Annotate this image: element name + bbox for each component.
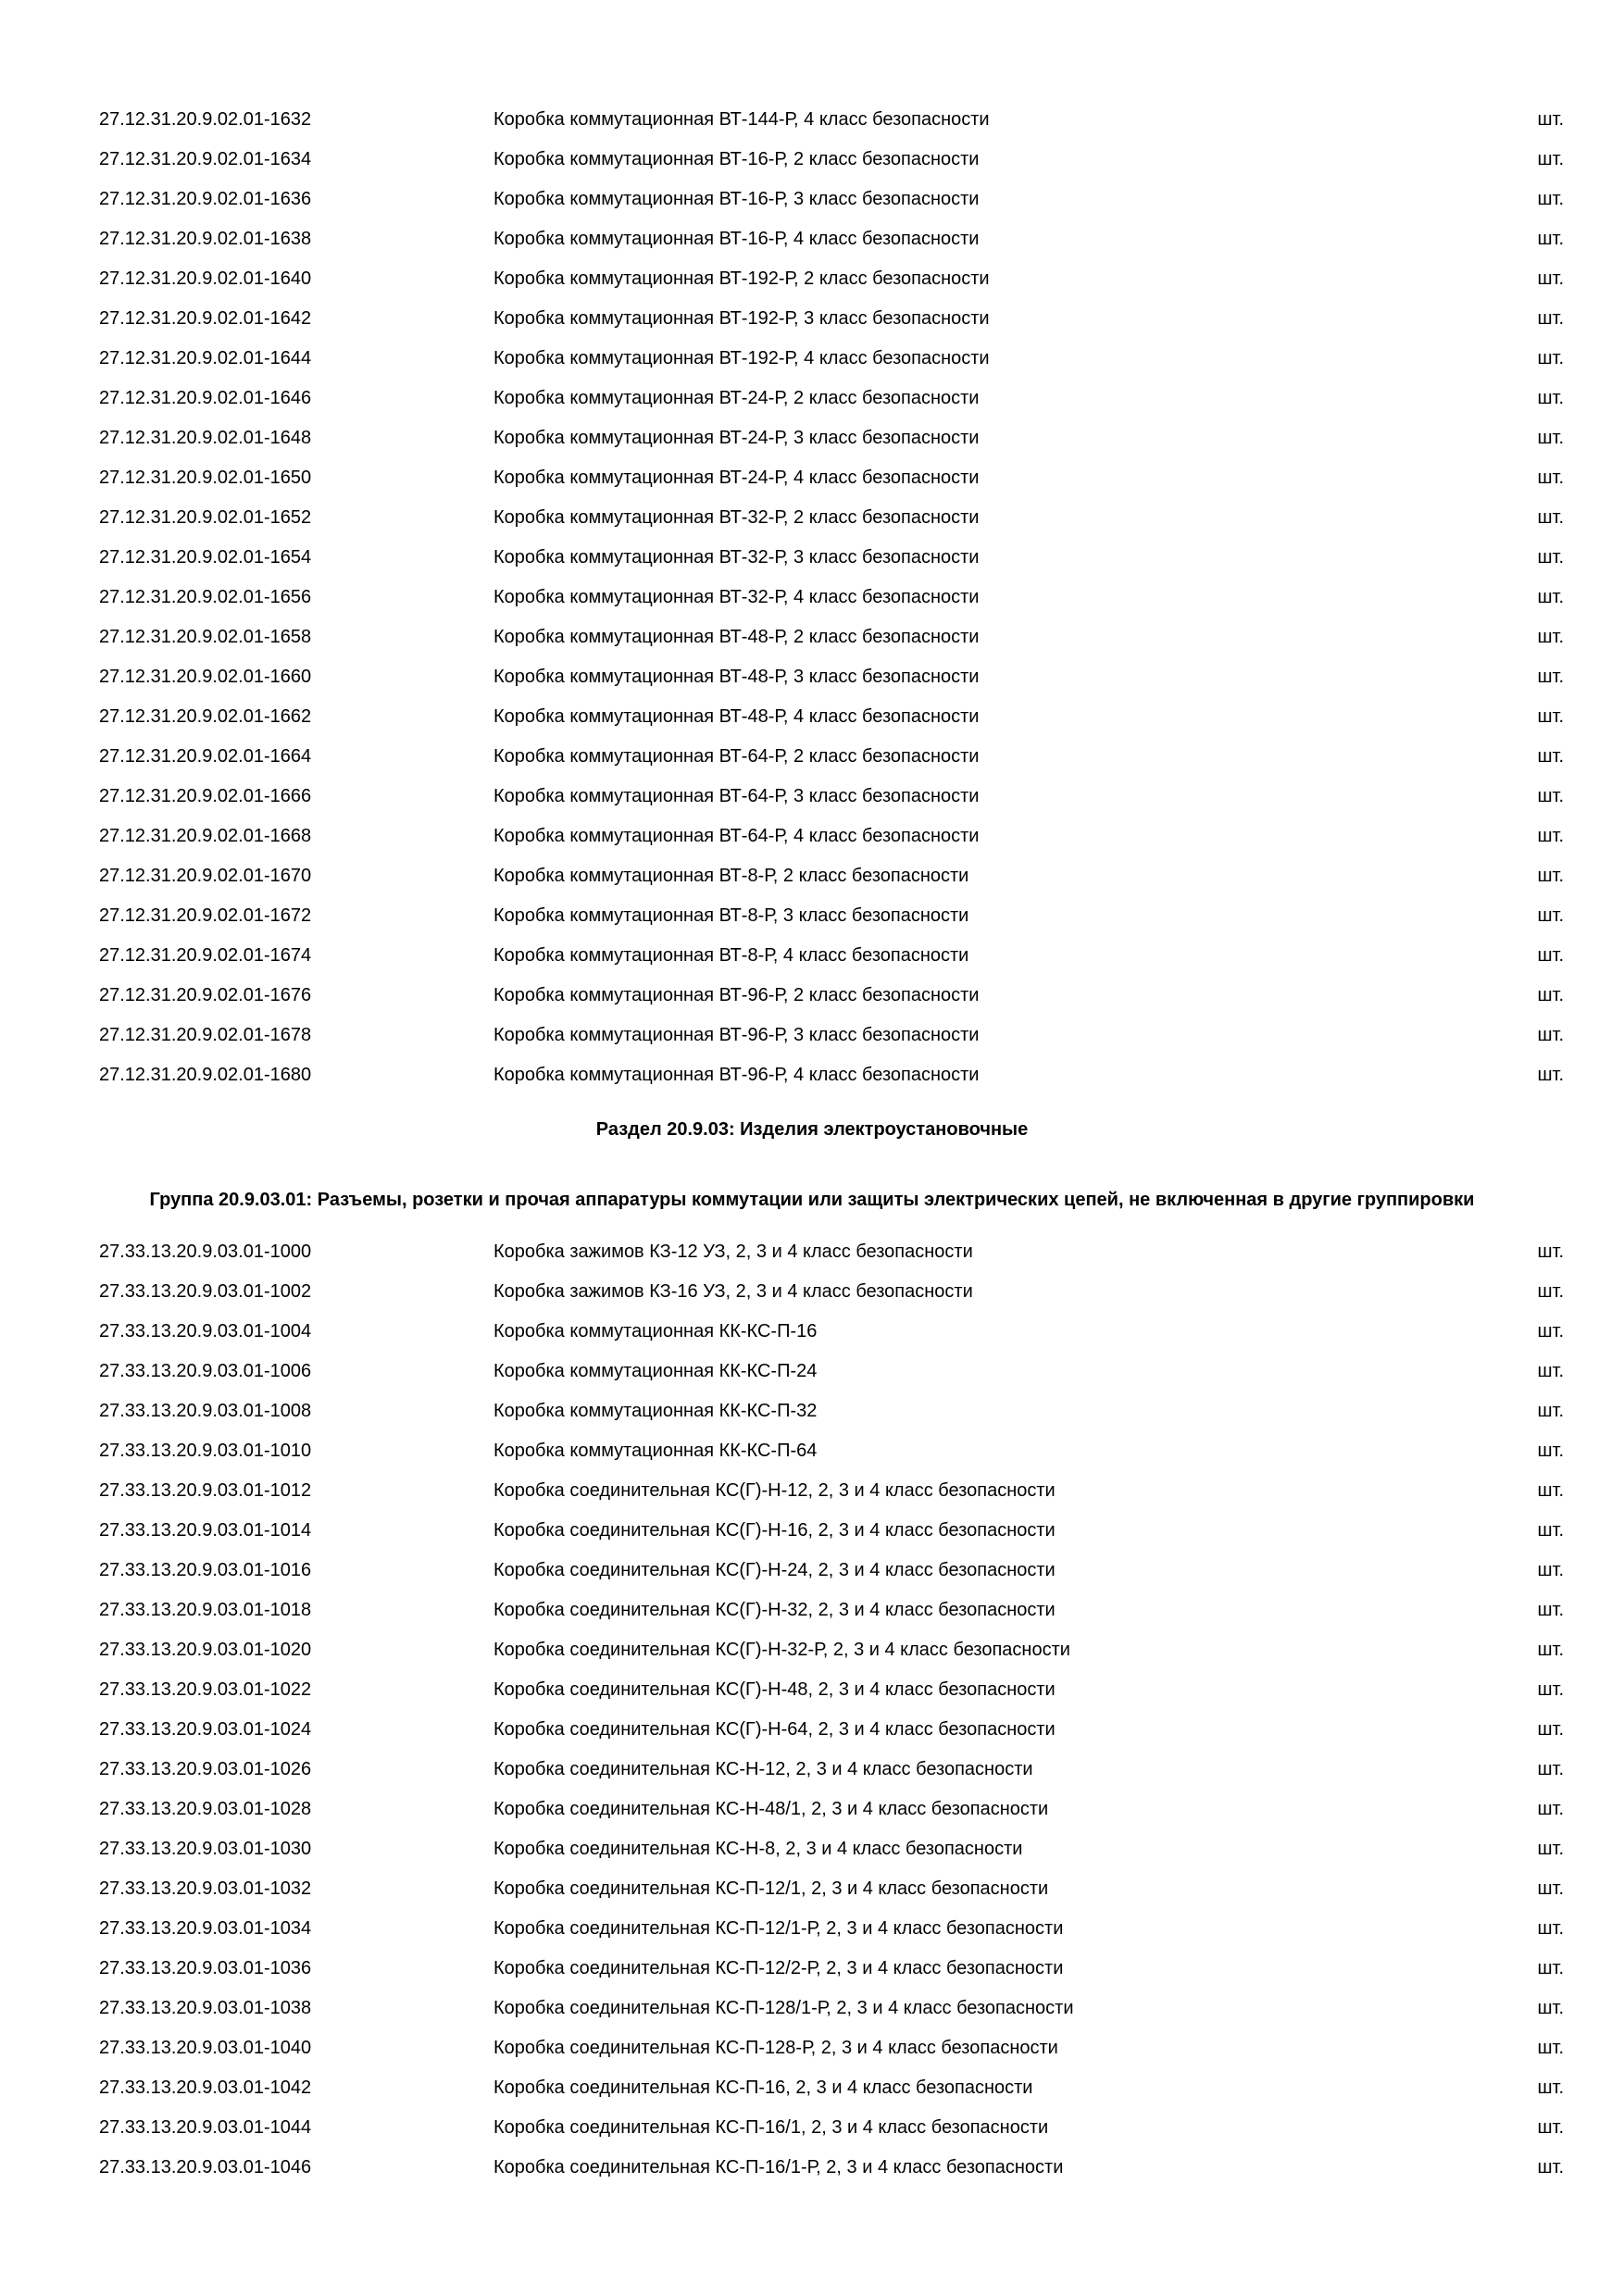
- resource-description: Коробка соединительная КС-Н-8, 2, 3 и 4 класс безопасности: [493, 1839, 1023, 1859]
- unit-of-measure: шт.: [1537, 1759, 1564, 1779]
- resource-code: 27.33.13.20.9.03.01-1018: [99, 1600, 312, 1620]
- table-row: [0, 1869, 1624, 1909]
- unit-of-measure: шт.: [1537, 1480, 1564, 1501]
- resource-code: 27.12.31.20.9.02.01-1662: [99, 706, 312, 727]
- unit-of-measure: шт.: [1537, 1401, 1564, 1421]
- resource-code: 27.33.13.20.9.03.01-1010: [99, 1441, 312, 1461]
- table-row: [0, 339, 1624, 379]
- resource-description: Коробка коммутационная КК-КС-П-32: [493, 1401, 818, 1421]
- unit-of-measure: шт.: [1537, 866, 1564, 886]
- unit-of-measure: шт.: [1537, 1918, 1564, 1939]
- resource-code: 27.33.13.20.9.03.01-1008: [99, 1401, 312, 1421]
- resource-description: Коробка коммутационная ВТ-32-Р, 2 класс безопасности: [493, 507, 980, 528]
- unit-of-measure: шт.: [1537, 109, 1564, 130]
- price-table-section-20-9-02: [0, 100, 1624, 1095]
- section-title: Раздел 20.9.03: Изделия электроустановочные: [595, 1119, 1029, 1140]
- resource-code: 27.33.13.20.9.03.01-1022: [99, 1679, 312, 1700]
- unit-of-measure: шт.: [1537, 2117, 1564, 2138]
- resource-code: 27.33.13.20.9.03.01-1000: [99, 1242, 312, 1262]
- resource-description: Коробка зажимов КЗ-12 УЗ, 2, 3 и 4 класс безопасности: [493, 1242, 973, 1262]
- unit-of-measure: шт.: [1537, 149, 1564, 169]
- resource-description: Коробка коммутационная ВТ-24-Р, 4 класс безопасности: [493, 468, 980, 488]
- unit-of-measure: шт.: [1537, 1361, 1564, 1381]
- table-row: [0, 976, 1624, 1016]
- unit-of-measure: шт.: [1537, 945, 1564, 966]
- resource-description: Коробка коммутационная ВТ-96-Р, 2 класс безопасности: [493, 985, 980, 1005]
- resource-description: Коробка коммутационная ВТ-16-Р, 2 класс безопасности: [493, 149, 980, 169]
- table-row: [0, 1055, 1624, 1095]
- price-table-group-20-9-03-01: [0, 1232, 1624, 2188]
- resource-description: Коробка соединительная КС-П-16, 2, 3 и 4 класс безопасности: [493, 2078, 1033, 2098]
- unit-of-measure: шт.: [1537, 308, 1564, 329]
- resource-description: Коробка коммутационная ВТ-32-Р, 3 класс безопасности: [493, 547, 980, 568]
- resource-code: 27.33.13.20.9.03.01-1014: [99, 1520, 312, 1541]
- resource-description: Коробка соединительная КС-П-128/1-Р, 2, 3 и 4 класс безопасности: [493, 1998, 1074, 2018]
- resource-description: Коробка соединительная КС-П-128-Р, 2, 3 и 4 класс безопасности: [493, 2038, 1058, 2058]
- unit-of-measure: шт.: [1537, 388, 1564, 408]
- resource-code: 27.33.13.20.9.03.01-1028: [99, 1799, 312, 1819]
- resource-description: Коробка коммутационная ВТ-48-Р, 3 класс безопасности: [493, 667, 980, 687]
- resource-description: Коробка соединительная КС(Г)-Н-64, 2, 3 и 4 класс безопасности: [493, 1719, 1056, 1740]
- resource-description: Коробка коммутационная ВТ-192-Р, 3 класс безопасности: [493, 308, 990, 329]
- resource-description: Коробка коммутационная ВТ-16-Р, 3 класс безопасности: [493, 189, 980, 209]
- resource-description: Коробка коммутационная ВТ-192-Р, 2 класс безопасности: [493, 268, 990, 289]
- resource-description: Коробка коммутационная ВТ-8-Р, 2 класс безопасности: [493, 866, 969, 886]
- resource-code: 27.12.31.20.9.02.01-1678: [99, 1025, 312, 1045]
- table-row: [0, 1989, 1624, 2028]
- table-row: [0, 618, 1624, 657]
- unit-of-measure: шт.: [1537, 587, 1564, 607]
- resource-description: Коробка зажимов КЗ-16 УЗ, 2, 3 и 4 класс безопасности: [493, 1281, 973, 1302]
- table-row: [0, 2068, 1624, 2108]
- resource-description: Коробка соединительная КС(Г)-Н-24, 2, 3 и 4 класс безопасности: [493, 1560, 1056, 1580]
- resource-code: 27.12.31.20.9.02.01-1638: [99, 229, 312, 249]
- resource-code: 27.33.13.20.9.03.01-1034: [99, 1918, 312, 1939]
- table-row: [0, 458, 1624, 498]
- unit-of-measure: шт.: [1537, 1600, 1564, 1620]
- table-row: [0, 259, 1624, 299]
- resource-code: 27.33.13.20.9.03.01-1012: [99, 1480, 312, 1501]
- resource-code: 27.33.13.20.9.03.01-1040: [99, 2038, 312, 2058]
- resource-description: Коробка коммутационная ВТ-24-Р, 2 класс безопасности: [493, 388, 980, 408]
- table-row: [0, 1670, 1624, 1710]
- resource-description: Коробка коммутационная ВТ-64-Р, 2 класс безопасности: [493, 746, 980, 767]
- resource-code: 27.12.31.20.9.02.01-1674: [99, 945, 312, 966]
- resource-description: Коробка соединительная КС(Г)-Н-32, 2, 3 и 4 класс безопасности: [493, 1600, 1056, 1620]
- table-row: [0, 1312, 1624, 1352]
- table-row: [0, 299, 1624, 339]
- resource-code: 27.12.31.20.9.02.01-1636: [99, 189, 312, 209]
- table-row: [0, 1551, 1624, 1591]
- resource-description: Коробка коммутационная КК-КС-П-64: [493, 1441, 818, 1461]
- unit-of-measure: шт.: [1537, 1998, 1564, 2018]
- resource-code: 27.12.31.20.9.02.01-1654: [99, 547, 312, 568]
- unit-of-measure: шт.: [1537, 786, 1564, 806]
- table-row: [0, 1790, 1624, 1829]
- unit-of-measure: шт.: [1537, 1839, 1564, 1859]
- unit-of-measure: шт.: [1537, 627, 1564, 647]
- resource-code: 27.33.13.20.9.03.01-1044: [99, 2117, 312, 2138]
- table-row: [0, 1511, 1624, 1551]
- unit-of-measure: шт.: [1537, 667, 1564, 687]
- unit-of-measure: шт.: [1537, 2038, 1564, 2058]
- resource-description: Коробка коммутационная ВТ-8-Р, 3 класс безопасности: [493, 905, 969, 926]
- resource-description: Коробка коммутационная ВТ-48-Р, 4 класс безопасности: [493, 706, 980, 727]
- resource-code: 27.12.31.20.9.02.01-1664: [99, 746, 312, 767]
- table-row: [0, 1909, 1624, 1949]
- resource-code: 27.33.13.20.9.03.01-1004: [99, 1321, 312, 1341]
- resource-description: Коробка соединительная КС-П-12/1-Р, 2, 3 и 4 класс безопасности: [493, 1918, 1064, 1939]
- table-row: [0, 777, 1624, 817]
- table-row: [0, 1949, 1624, 1989]
- unit-of-measure: шт.: [1537, 268, 1564, 289]
- unit-of-measure: шт.: [1537, 826, 1564, 846]
- resource-code: 27.12.31.20.9.02.01-1646: [99, 388, 312, 408]
- table-row: [0, 1272, 1624, 1312]
- resource-code: 27.12.31.20.9.02.01-1680: [99, 1065, 312, 1085]
- table-row: [0, 1591, 1624, 1630]
- unit-of-measure: шт.: [1537, 348, 1564, 368]
- unit-of-measure: шт.: [1537, 1679, 1564, 1700]
- unit-of-measure: шт.: [1537, 1560, 1564, 1580]
- table-row: [0, 180, 1624, 219]
- table-row: [0, 856, 1624, 896]
- table-row: [0, 1431, 1624, 1471]
- resource-code: 27.33.13.20.9.03.01-1036: [99, 1958, 312, 1978]
- resource-description: Коробка коммутационная КК-КС-П-16: [493, 1321, 818, 1341]
- resource-description: Коробка коммутационная ВТ-144-Р, 4 класс безопасности: [493, 109, 990, 130]
- resource-description: Коробка коммутационная ВТ-16-Р, 4 класс безопасности: [493, 229, 980, 249]
- resource-code: 27.33.13.20.9.03.01-1030: [99, 1839, 312, 1859]
- table-row: [0, 140, 1624, 180]
- table-row: [0, 657, 1624, 697]
- resource-description: Коробка соединительная КС(Г)-Н-12, 2, 3 и 4 класс безопасности: [493, 1480, 1056, 1501]
- resource-code: 27.12.31.20.9.02.01-1632: [99, 109, 312, 130]
- resource-code: 27.12.31.20.9.02.01-1670: [99, 866, 312, 886]
- table-row: [0, 418, 1624, 458]
- table-row: [0, 936, 1624, 976]
- table-row: [0, 1391, 1624, 1431]
- resource-code: 27.12.31.20.9.02.01-1642: [99, 308, 312, 329]
- resource-code: 27.33.13.20.9.03.01-1038: [99, 1998, 312, 2018]
- unit-of-measure: шт.: [1537, 428, 1564, 448]
- resource-code: 27.33.13.20.9.03.01-1002: [99, 1281, 312, 1302]
- table-row: [0, 817, 1624, 856]
- unit-of-measure: шт.: [1537, 1799, 1564, 1819]
- unit-of-measure: шт.: [1537, 1025, 1564, 1045]
- resource-description: Коробка коммутационная ВТ-32-Р, 4 класс безопасности: [493, 587, 980, 607]
- resource-description: Коробка коммутационная ВТ-8-Р, 4 класс безопасности: [493, 945, 969, 966]
- table-row: [0, 379, 1624, 418]
- unit-of-measure: шт.: [1537, 1719, 1564, 1740]
- resource-code: 27.12.31.20.9.02.01-1656: [99, 587, 312, 607]
- resource-code: 27.33.13.20.9.03.01-1042: [99, 2078, 312, 2098]
- resource-description: Коробка соединительная КС(Г)-Н-32-Р, 2, 3 и 4 класс безопасности: [493, 1640, 1070, 1660]
- resource-description: Коробка соединительная КС-Н-12, 2, 3 и 4 класс безопасности: [493, 1759, 1033, 1779]
- table-row: [0, 896, 1624, 936]
- resource-code: 27.12.31.20.9.02.01-1658: [99, 627, 312, 647]
- unit-of-measure: шт.: [1537, 985, 1564, 1005]
- resource-description: Коробка коммутационная КК-КС-П-24: [493, 1361, 818, 1381]
- unit-of-measure: шт.: [1537, 1321, 1564, 1341]
- resource-code: 27.12.31.20.9.02.01-1668: [99, 826, 312, 846]
- unit-of-measure: шт.: [1537, 706, 1564, 727]
- unit-of-measure: шт.: [1537, 1065, 1564, 1085]
- table-row: [0, 219, 1624, 259]
- unit-of-measure: шт.: [1537, 905, 1564, 926]
- resource-description: Коробка соединительная КС-П-16/1, 2, 3 и 4 класс безопасности: [493, 2117, 1049, 2138]
- table-row: [0, 1710, 1624, 1750]
- resource-code: 27.12.31.20.9.02.01-1660: [99, 667, 312, 687]
- resource-code: 27.33.13.20.9.03.01-1016: [99, 1560, 312, 1580]
- resource-description: Коробка соединительная КС-П-12/1, 2, 3 и 4 класс безопасности: [493, 1878, 1049, 1899]
- unit-of-measure: шт.: [1537, 1520, 1564, 1541]
- resource-code: 27.12.31.20.9.02.01-1666: [99, 786, 312, 806]
- table-row: [0, 2148, 1624, 2188]
- unit-of-measure: шт.: [1537, 468, 1564, 488]
- table-row: [0, 1630, 1624, 1670]
- table-row: [0, 2108, 1624, 2148]
- unit-of-measure: шт.: [1537, 507, 1564, 528]
- resource-code: 27.12.31.20.9.02.01-1672: [99, 905, 312, 926]
- table-row: [0, 1016, 1624, 1055]
- table-row: [0, 498, 1624, 538]
- unit-of-measure: шт.: [1537, 1281, 1564, 1302]
- resource-description: Коробка соединительная КС(Г)-Н-48, 2, 3 и 4 класс безопасности: [493, 1679, 1056, 1700]
- table-row: [0, 697, 1624, 737]
- resource-code: 27.33.13.20.9.03.01-1020: [99, 1640, 312, 1660]
- table-row: [0, 2028, 1624, 2068]
- unit-of-measure: шт.: [1537, 1958, 1564, 1978]
- resource-description: Коробка коммутационная ВТ-96-Р, 3 класс безопасности: [493, 1025, 980, 1045]
- resource-code: 27.12.31.20.9.02.01-1644: [99, 348, 312, 368]
- unit-of-measure: шт.: [1537, 746, 1564, 767]
- resource-code: 27.12.31.20.9.02.01-1648: [99, 428, 312, 448]
- resource-description: Коробка коммутационная ВТ-64-Р, 4 класс безопасности: [493, 826, 980, 846]
- group-title: Группа 20.9.03.01: Разъемы, розетки и прочая аппаратуры коммутации или защиты электрических цепей, не включенная в другие группировки: [149, 1190, 1475, 1210]
- resource-description: Коробка коммутационная ВТ-24-Р, 3 класс безопасности: [493, 428, 980, 448]
- resource-description: Коробка соединительная КС-П-12/2-Р, 2, 3 и 4 класс безопасности: [493, 1958, 1064, 1978]
- resource-code: 27.33.13.20.9.03.01-1046: [99, 2157, 312, 2177]
- resource-description: Коробка соединительная КС-Н-48/1, 2, 3 и 4 класс безопасности: [493, 1799, 1049, 1819]
- resource-code: 27.12.31.20.9.02.01-1652: [99, 507, 312, 528]
- resource-description: Коробка коммутационная ВТ-192-Р, 4 класс безопасности: [493, 348, 990, 368]
- unit-of-measure: шт.: [1537, 1878, 1564, 1899]
- resource-code: 27.12.31.20.9.02.01-1634: [99, 149, 312, 169]
- table-row: [0, 1471, 1624, 1511]
- table-row: [0, 100, 1624, 140]
- unit-of-measure: шт.: [1537, 229, 1564, 249]
- resource-description: Коробка коммутационная ВТ-64-Р, 3 класс безопасности: [493, 786, 980, 806]
- table-row: [0, 578, 1624, 618]
- resource-code: 27.12.31.20.9.02.01-1676: [99, 985, 312, 1005]
- table-row: [0, 737, 1624, 777]
- unit-of-measure: шт.: [1537, 547, 1564, 568]
- resource-description: Коробка коммутационная ВТ-48-Р, 2 класс безопасности: [493, 627, 980, 647]
- unit-of-measure: шт.: [1537, 1242, 1564, 1262]
- unit-of-measure: шт.: [1537, 1640, 1564, 1660]
- table-row: [0, 1750, 1624, 1790]
- unit-of-measure: шт.: [1537, 2078, 1564, 2098]
- resource-code: 27.33.13.20.9.03.01-1032: [99, 1878, 312, 1899]
- unit-of-measure: шт.: [1537, 189, 1564, 209]
- resource-code: 27.12.31.20.9.02.01-1640: [99, 268, 312, 289]
- table-row: [0, 1352, 1624, 1391]
- resource-code: 27.33.13.20.9.03.01-1006: [99, 1361, 312, 1381]
- resource-code: 27.12.31.20.9.02.01-1650: [99, 468, 312, 488]
- resource-code: 27.33.13.20.9.03.01-1024: [99, 1719, 312, 1740]
- table-row: [0, 1232, 1624, 1272]
- table-row: [0, 538, 1624, 578]
- resource-description: Коробка коммутационная ВТ-96-Р, 4 класс безопасности: [493, 1065, 980, 1085]
- unit-of-measure: шт.: [1537, 2157, 1564, 2177]
- unit-of-measure: шт.: [1537, 1441, 1564, 1461]
- table-row: [0, 1829, 1624, 1869]
- resource-code: 27.33.13.20.9.03.01-1026: [99, 1759, 312, 1779]
- resource-description: Коробка соединительная КС-П-16/1-Р, 2, 3 и 4 класс безопасности: [493, 2157, 1064, 2177]
- resource-description: Коробка соединительная КС(Г)-Н-16, 2, 3 и 4 класс безопасности: [493, 1520, 1056, 1541]
